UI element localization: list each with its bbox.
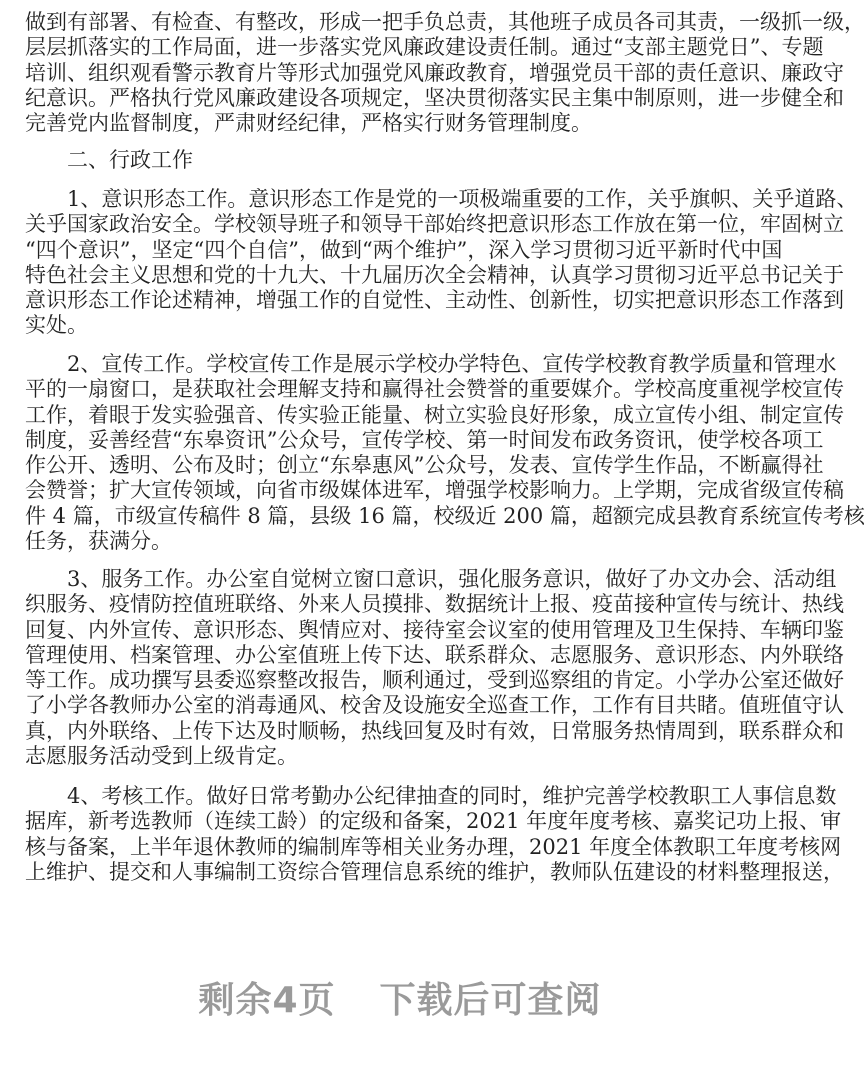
remaining-pages-text: 剩余4页	[198, 980, 336, 1021]
paragraph-party-discipline	[25, 10, 865, 136]
text-line: 4、考核工作。做好日常考勤办公纪律抽查的同时，维护完善学校教职工人事信息数	[67, 784, 837, 808]
text-line: 特色社会主义思想和党的十九大、十九届历次全会精神，认真学习贯彻习近平总书记关于	[25, 262, 844, 287]
download-prompt[interactable]	[0, 972, 800, 1023]
text-line: 回复、内外宣传、意识形态、舆情应对、接待室会议室的使用管理及卫生保持、车辆印鉴	[25, 617, 844, 642]
paragraph-ideology-work	[25, 187, 858, 339]
text-line: 件 4 篇，市级宣传稿件 8 篇，县级 16 篇，校级近 200 篇，超额完成县教育系统宣传考核	[25, 503, 865, 528]
text-line: 关乎国家政治安全。学校领导班子和领导干部始终把意识形态工作放在第一位，牢固树立	[25, 212, 844, 237]
text-line: 制度，妥善经营“东皋资讯”公众号，宣传学校、第一时间发布政务资讯，使学校各项工	[25, 427, 824, 452]
text-line: 纪意识。严格执行党风廉政建设各项规定，坚决贯彻落实民主集中制原则，进一步健全和	[25, 85, 844, 110]
text-line: 管理使用、档案管理、办公室值班上传下达、联系群众、志愿服务、意识形态、内外联络	[25, 642, 844, 667]
text-line: 工作，着眼于发实验强音、传实验正能量、树立实验良好形象，成立宣传小组、制定宣传	[25, 402, 844, 427]
paragraph-publicity-work	[25, 352, 865, 554]
text-line: 志愿服务活动受到上级肯定。	[25, 744, 298, 769]
text-line: 完善党内监督制度，严肃财经纪律，严格实行财务管理制度。	[25, 111, 592, 136]
text-line: 培训、组织观看警示教育片等形式加强党风廉政教育，增强党员干部的责任意识、廉政守	[25, 60, 844, 85]
text-line: 据库，新考选教师（连续工龄）的定级和备案，2021 年度年度考核、嘉奖记功上报、审	[25, 809, 842, 834]
text-line: 层层抓落实的工作局面，进一步落实党风廉政建设责任制。通过“支部主题党日”、专题	[25, 35, 824, 60]
text-line: 了小学各教师办公室的消毒通风、校舍及设施安全巡查工作，工作有目共睹。值班值守认	[25, 693, 844, 718]
paragraph-assessment-work	[25, 784, 844, 885]
section-heading: 二、行政工作	[67, 148, 193, 172]
text-line: 上维护、提交和人事编制工资综合管理信息系统的维护，教师队伍建设的材料整理报送，	[25, 859, 844, 884]
text-line: 意识形态工作论述精神，增强工作的自觉性、主动性、创新性，切实把意识形态工作落到	[25, 288, 844, 313]
text-line: 1、意识形态工作。意识形态工作是党的一项极端重要的工作，关乎旗帜、关乎道路、	[67, 187, 858, 211]
text-line: 等工作。成功撰写县委巡察整改报告，顺利通过，受到巡察组的肯定。小学办公室还做好	[25, 668, 844, 693]
download-hint-text[interactable]: 下载后可查阅	[379, 980, 602, 1021]
text-line: 作公开、透明、公布及时；创立“东皋惠风”公众号，发表、宣传学生作品，不断赢得社	[25, 453, 824, 478]
text-line: 做到有部署、有检查、有整改，形成一把手负总责，其他班子成员各司其责，一级抓一级，	[25, 10, 865, 34]
text-line: 核与备案，上半年退休教师的编制库等相关业务办理，2021 年度全体教职工年度考核网	[25, 834, 842, 859]
text-line: 3、服务工作。办公室自觉树立窗口意识，强化服务意识，做好了办文办会、活动组	[67, 567, 837, 591]
text-line: 织服务、疫情防控值班联络、外来人员摸排、数据统计上报、疫苗接种宣传与统计、热线	[25, 592, 844, 617]
text-line: 实处。	[25, 313, 88, 338]
text-line: 会赞誉；扩大宣传领域，向省市级媒体进军，增强学校影响力。上学期，完成省级宣传稿	[25, 478, 844, 503]
text-line: 平的一扇窗口，是获取社会理解支持和赢得社会赞誉的重要媒介。学校高度重视学校宣传	[25, 377, 844, 402]
text-line: 2、宣传工作。学校宣传工作是展示学校办学特色、宣传学校教育教学质量和管理水	[67, 352, 837, 376]
text-line: “四个意识”，坚定“四个自信”，做到“两个维护”，深入学习贯彻习近平新时代中国	[25, 237, 783, 262]
text-line: 真，内外联络、上传下达及时顺畅，热线回复及时有效，日常服务热情周到，联系群众和	[25, 718, 844, 743]
text-line: 任务，获满分。	[25, 529, 172, 554]
paragraph-service-work	[25, 567, 844, 769]
